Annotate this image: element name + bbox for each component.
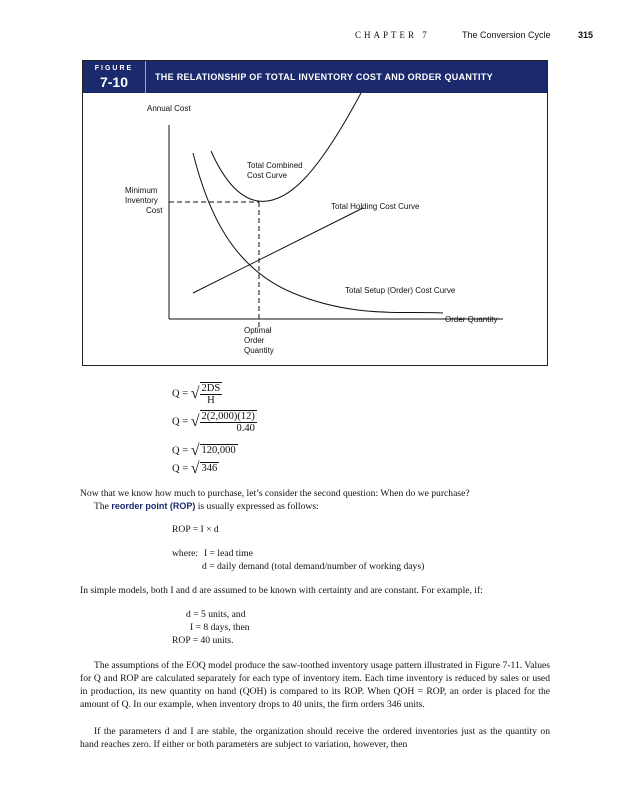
x-axis-label: Order Quantity: [445, 315, 498, 324]
eq4-value: 346: [201, 463, 218, 475]
eq2-numerator: 2(2,000)(12): [201, 411, 255, 422]
combined-curve-label-1: Total Combined: [247, 161, 303, 170]
example-line-1: d = 5 units, and: [186, 609, 246, 620]
figure-label: [83, 61, 146, 93]
chapter-title: The Conversion Cycle: [462, 30, 551, 40]
eq3-value: 120,000: [201, 445, 236, 457]
running-header: [0, 30, 639, 44]
reorder-point-term: reorder point (ROP): [111, 501, 196, 511]
example-line-3: ROP = 40 units.: [172, 635, 234, 646]
example-line-2: I = 8 days, then: [190, 622, 250, 633]
chapter-label: CHAPTER 7: [355, 30, 430, 40]
paragraph-5: If the parameters d and I are stable, the organization should receive the ordered inventories just as the quantity on hand reaches zero. If either or both parameters are subject to variation, however, then: [80, 726, 550, 750]
q-label: Q =: [172, 388, 189, 400]
equation-1: Q = √ $\frac{2DS}{H}$: [172, 383, 221, 406]
q-label: Q =: [172, 445, 189, 457]
optimal-qty-label-2: Order: [244, 336, 265, 345]
where-lead-time: I = lead time: [204, 548, 253, 559]
combined-curve-label-2: Cost Curve: [247, 171, 288, 180]
p2-post: is usually expressed as follows:: [197, 501, 319, 512]
paragraph-3: In simple models, both I and d are assumed to be known with certainty and are constant. For example, if:: [80, 585, 483, 596]
figure-word: FIGURE: [94, 65, 134, 72]
figure-banner: [83, 61, 547, 93]
y-axis-label: Annual Cost: [147, 104, 191, 113]
min-cost-label-3: Cost: [146, 206, 163, 215]
min-cost-label-1: Minimum: [125, 186, 158, 195]
holding-cost-line: [193, 208, 363, 293]
paragraph-2: [80, 500, 550, 513]
q-label: Q =: [172, 416, 189, 428]
paragraph-4: The assumptions of the EOQ model produce the saw-toothed inventory usage pattern illustrated in Figure 7-11. Values for Q and ROP are calculated separately for each type of inventory item. Each time inventory is reduced by sales or used in production, its new quantity on hand (QOH) is compared to its ROP. When QOH = ROP, an order is placed for the amount of Q. In our example, when inventory drops to 40 units, the firm orders 346 units.: [80, 660, 550, 710]
equation-4: Q = √ 346: [172, 460, 218, 477]
equation-3: Q = √ 120,000: [172, 442, 236, 459]
equation-2: Q = √ $\frac{2(2,000)(12)}{0.40}$: [172, 411, 255, 434]
eq1-numerator: 2DS: [201, 383, 221, 394]
q-label: Q =: [172, 463, 189, 475]
setup-curve-label: Total Setup (Order) Cost Curve: [345, 286, 456, 295]
eq2-denominator: 0.40: [236, 423, 255, 434]
where-label: where:: [172, 548, 199, 559]
figure-box: [82, 60, 548, 366]
page-number: 315: [578, 30, 594, 40]
min-cost-label-2: Inventory: [125, 196, 158, 205]
optimal-qty-label-3: Quantity: [244, 346, 274, 355]
figure-title: THE RELATIONSHIP OF TOTAL INVENTORY COST AND ORDER QUANTITY: [155, 72, 493, 82]
holding-curve-label: Total Holding Cost Curve: [331, 202, 420, 211]
figure-number: 7-10: [99, 74, 129, 90]
where-daily-demand: d = daily demand (total demand/number of working days): [202, 561, 425, 572]
eq1-denominator: H: [207, 395, 215, 406]
rop-formula: ROP = I × d: [172, 524, 219, 535]
combined-cost-curve: [211, 93, 361, 201]
paragraph-1: Now that we know how much to purchase, let’s consider the second question: When do we purchase?: [80, 488, 470, 499]
p2-pre: The: [94, 501, 109, 512]
optimal-qty-label-1: Optimal: [244, 326, 272, 335]
